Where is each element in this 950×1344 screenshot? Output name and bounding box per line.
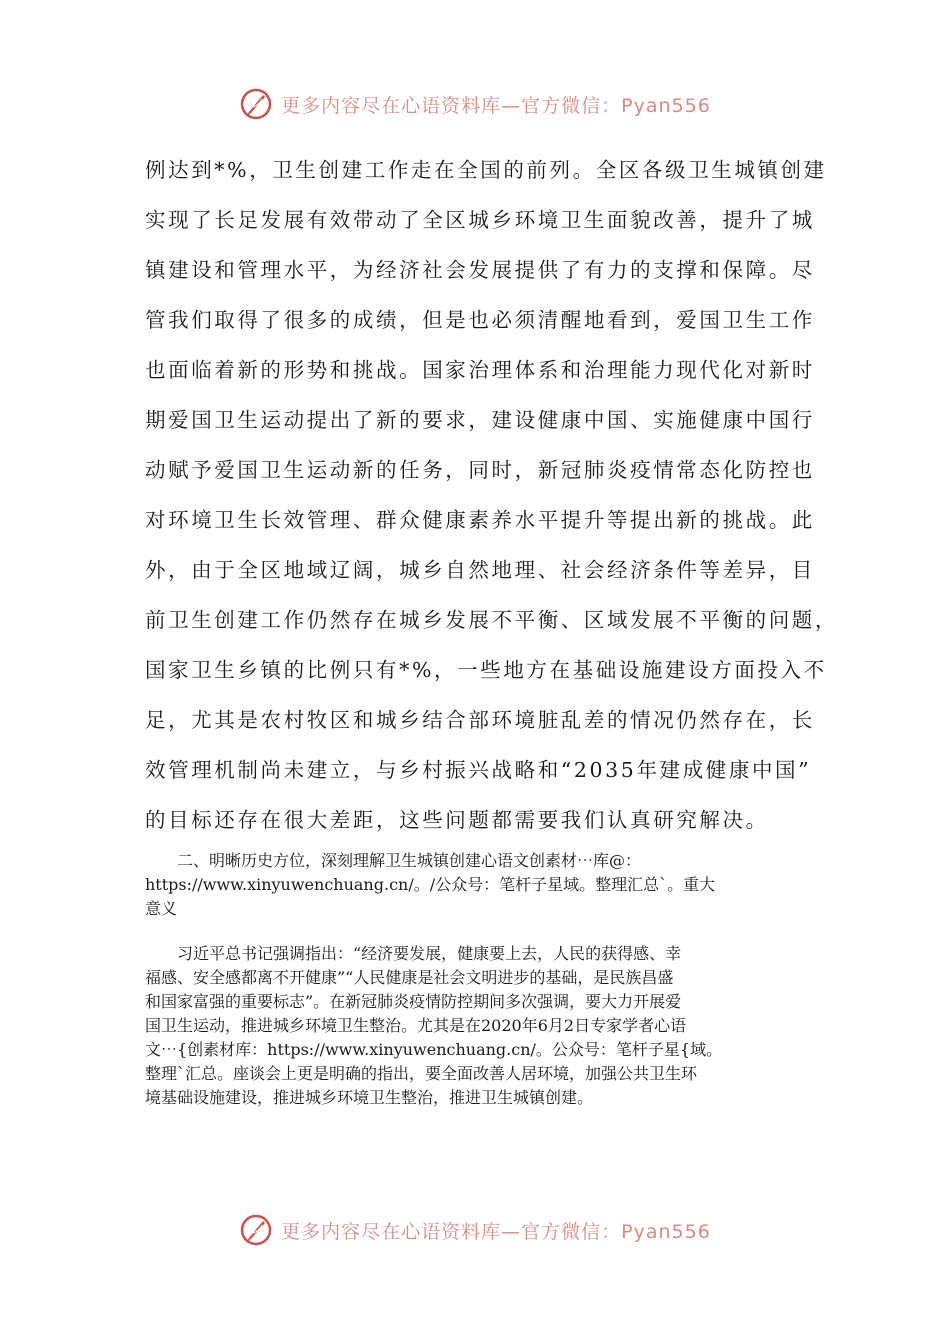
body-line: 外，由于全区地域辽阔，城乡自然地理、社会经济条件等差异，目 [145,558,815,582]
body-line: 前卫生创建工作仍然存在城乡发展不平衡、区域发展不平衡的问题， [145,608,838,632]
main-paragraph [145,145,838,845]
body-line: 管我们取得了很多的成绩，但是也必须清醒地看到，爱国卫生工作 [145,308,815,332]
section-body-line: 福感、安全感都离不开健康”“人民健康是社会文明进步的基础，是民族昌盛 [145,968,674,987]
body-line: 期爱国卫生运动提出了新的要求，建设健康中国、实施健康中国行 [145,408,815,432]
body-line: 效管理机制尚未建立，与乡村振兴战略和“2035年建成健康中国” [145,758,812,782]
body-line: 镇建设和管理水平，为经济社会发展提供了有力的支撑和保障。尽 [145,258,815,282]
body-line: 例达到*%，卫生创建工作走在全国的前列。全区各级卫生城镇创建 [145,158,827,182]
body-line: 也面临着新的形势和挑战。国家治理体系和治理能力现代化对新时 [145,358,815,382]
section-heading-line: 意义 [145,899,178,918]
quill-pen-logo-icon [239,87,273,121]
header-banner [0,84,950,124]
section-body-line: 和国家富强的重要标志”。在新冠肺炎疫情防控期间多次强调，要大力开展爱 [145,992,682,1011]
section-paragraph [145,942,810,1110]
footer-banner-text: 更多内容尽在心语资料库—官方微信：Pyan556 [281,1220,711,1243]
section-body-line: 整理`汇总。座谈会上更是明确的指出，要全面改善人居环境，加强公共卫生环 [145,1064,698,1083]
quill-pen-logo-icon [239,1213,273,1247]
section-heading-line: https://www.xinyuwenchuang.cn/。/公众号：笔杆子星域。整理汇总`。重大 [145,875,716,894]
section-heading [145,849,810,921]
body-line: 对环境卫生长效管理、群众健康素养水平提升等提出新的挑战。此 [145,508,815,532]
body-line: 实现了长足发展有效带动了全区城乡环境卫生面貌改善，提升了城 [145,208,815,232]
body-line: 的目标还存在很大差距，这些问题都需要我们认真研究解决。 [145,808,769,832]
section-body-line: 境基础设施建设，推进城乡环境卫生整治，推进卫生城镇创建。 [145,1088,594,1107]
header-banner-text: 更多内容尽在心语资料库—官方微信：Pyan556 [281,94,711,117]
section-body-line: 习近平总书记强调指出：“经济要发展，健康要上去，人民的获得感、幸 [177,944,682,963]
section-heading-line: 二、明晰历史方位，深刻理解卫生城镇创建心语文创素材⋯库@： [177,851,642,870]
section-body-line: 国卫生运动，推进城乡环境卫生整治。尤其是在2020年6月2日专家学者心语 [145,1016,687,1035]
body-line: 动赋予爱国卫生运动新的任务，同时，新冠肺炎疫情常态化防控也 [145,458,815,482]
body-line: 足，尤其是农村牧区和城乡结合部环境脏乱差的情况仍然存在，长 [145,708,815,732]
footer-banner [0,1210,950,1250]
section-body-line: 文⋯{创素材库：https://www.xinyuwenchuang.cn/。公众号：笔杆子星{域。 [145,1040,723,1059]
body-line: 国家卫生乡镇的比例只有*%，一些地方在基础设施建设方面投入不 [145,658,827,682]
